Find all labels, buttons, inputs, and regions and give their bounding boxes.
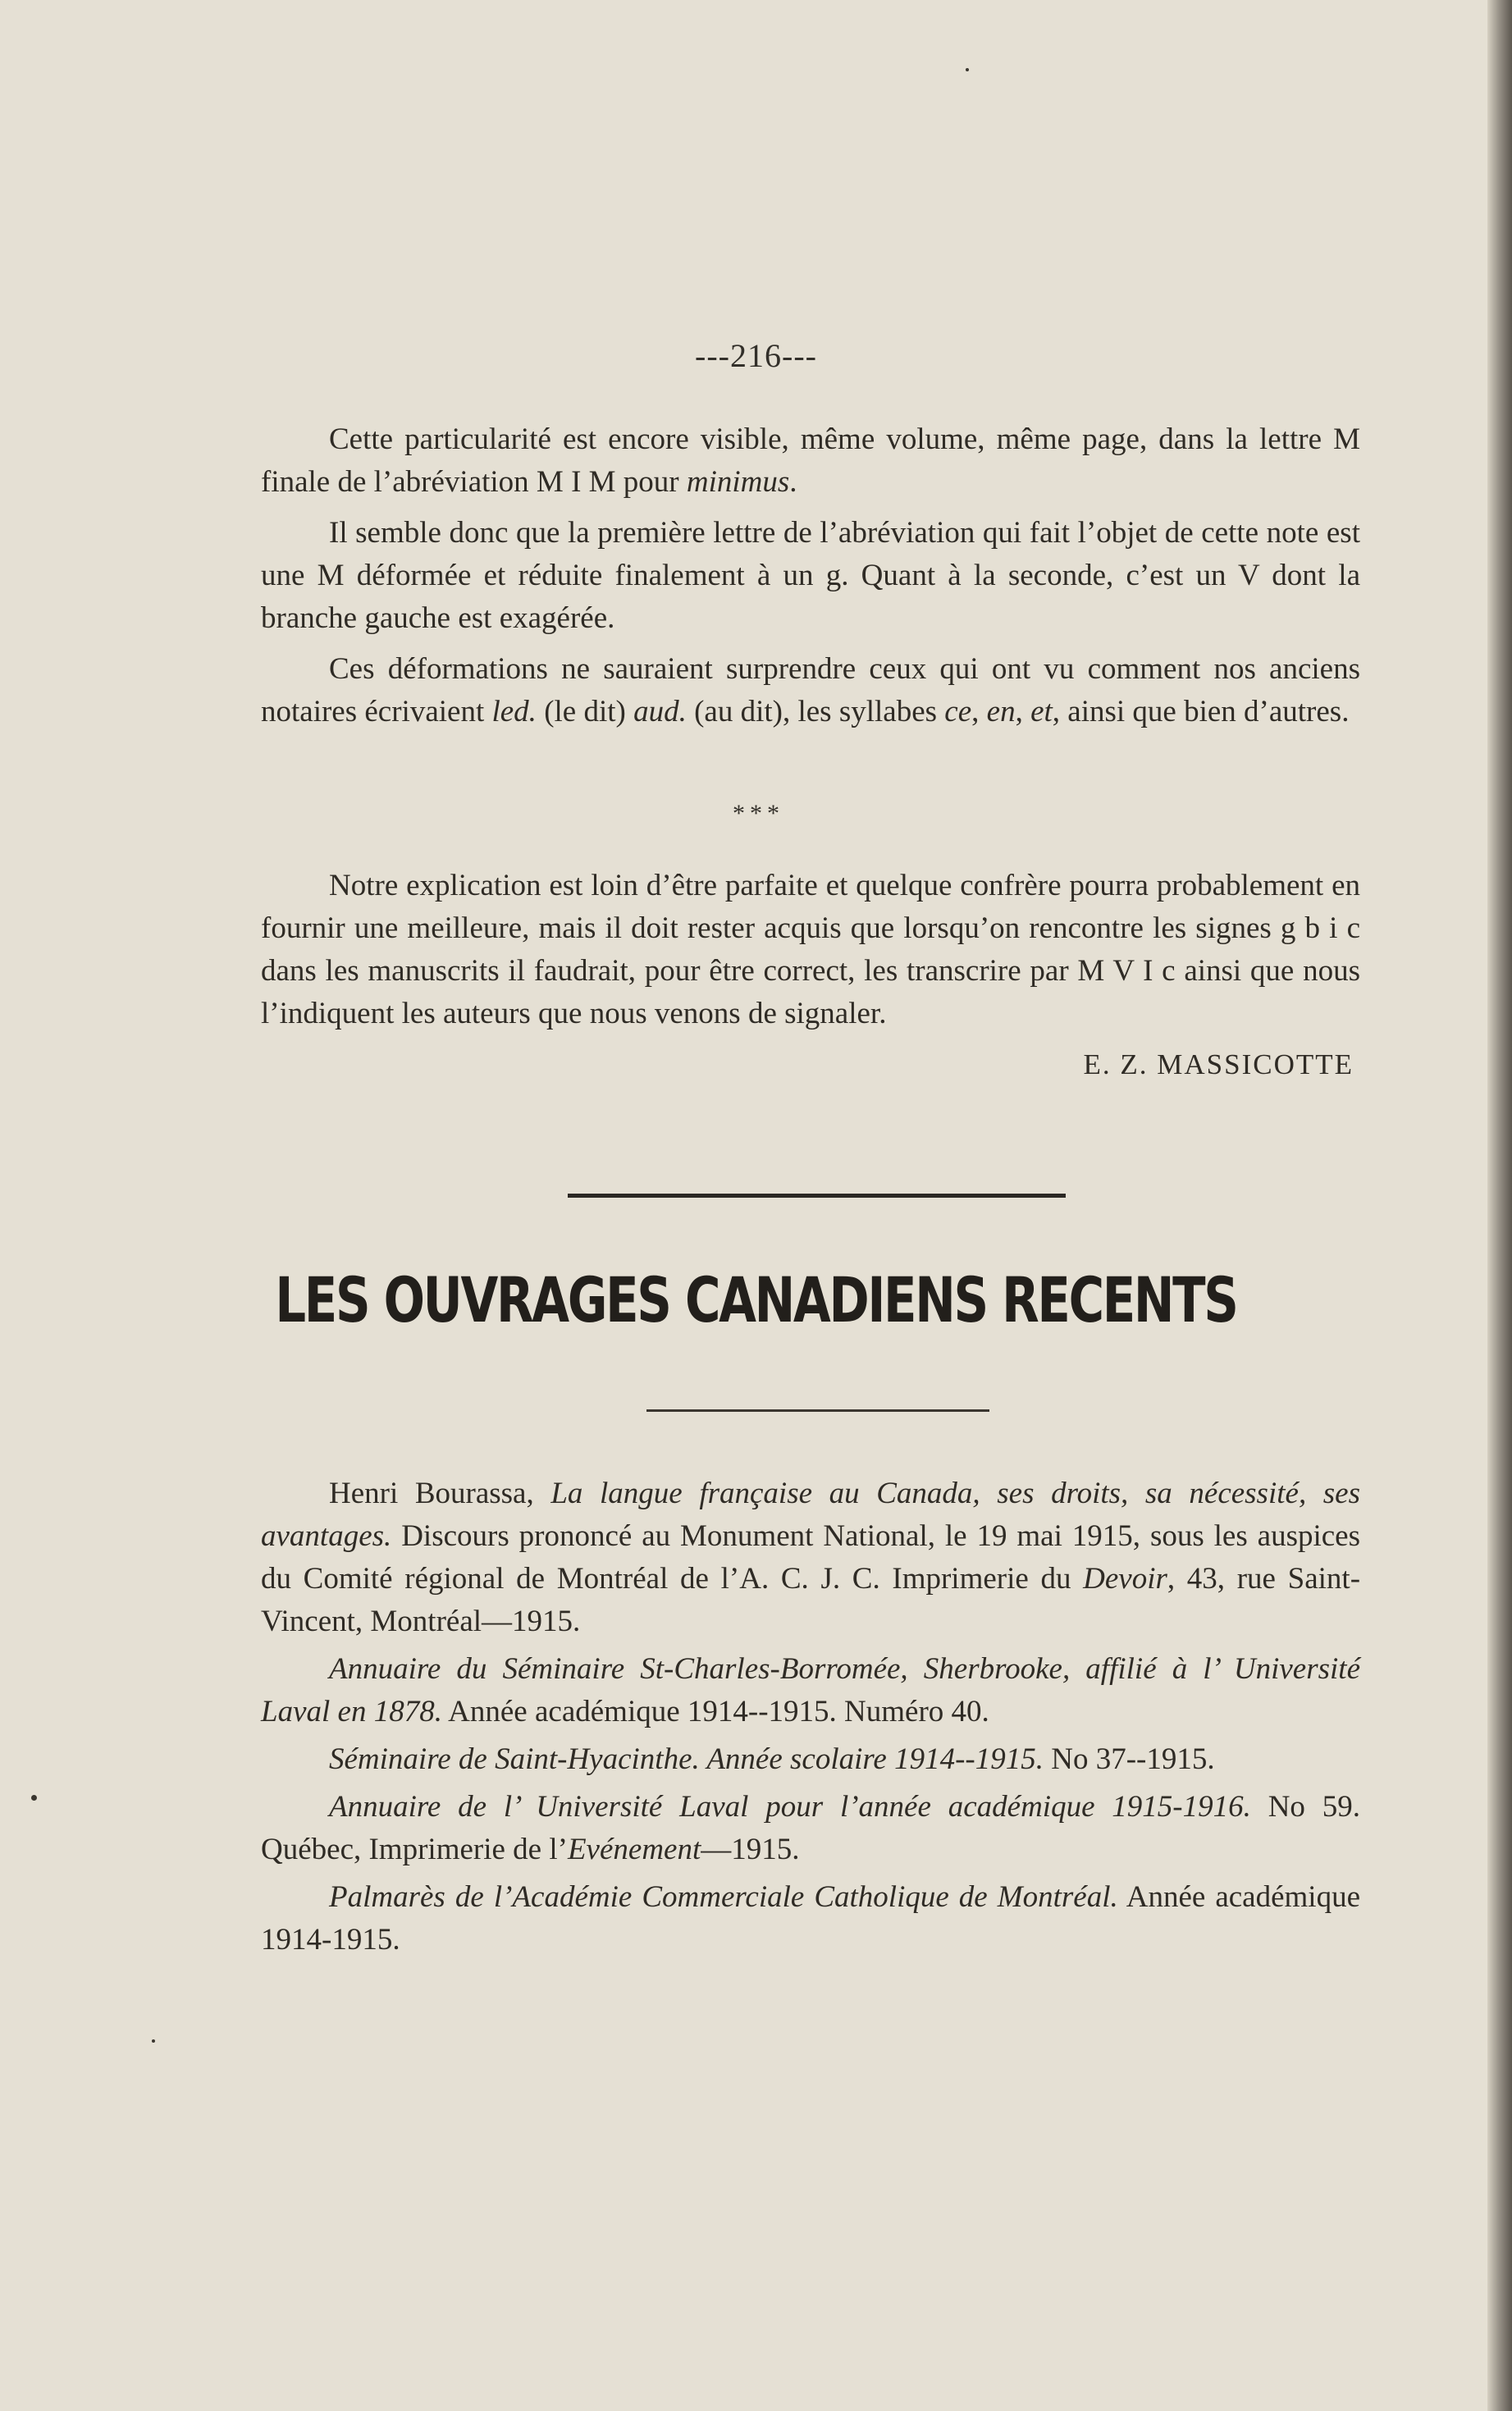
italic-title: et (1030, 695, 1053, 728)
italic-title: led. (491, 695, 537, 728)
bibliography-entry: Henri Bourassa, La langue française au Canada, ses droits, sa nécessité, ses avantages. Discours prononcé au Monument National, le 19 mai 1915, sous les auspices du Comité régional de Montréal de l’A. C. J. C. Imprimerie du Devoir, 43, rue Saint-Vincent, Montréal—1915. (261, 1477, 1361, 1638)
italic-title: Evénement (567, 1833, 701, 1866)
italic-title: minimus (686, 465, 790, 499)
section-title: LES OUVRAGES CANADIENS RECENTS (275, 1263, 1237, 1336)
italic-title: aud. (633, 695, 687, 728)
italic-title: La langue française au Canada, ses droits, sa nécessité, ses avantages. (261, 1477, 1361, 1553)
italic-title: Annuaire de l’ Université Laval pour l’année académique 1915-1916. (329, 1790, 1251, 1824)
bibliography-entry: Annuaire du Séminaire St-Charles-Borromée, Sherbrooke, affilié à l’ Université Laval en 1878. Année académique 1914--1915. Numéro 40. (261, 1652, 1360, 1728)
italic-title: ce (944, 695, 972, 728)
italic-title: Annuaire du Séminaire St-Charles-Borromée, Sherbrooke, affilié à l’ Université Laval en 1878. (261, 1652, 1360, 1728)
bibliography-list (261, 1473, 1360, 1966)
conclusion-paragraph: Notre explication est loin d’être parfaite et quelque confrère pourra probablement en fournir une meilleure, mais il doit rester acquis que lorsqu’on rencontre les signes g b i c dans les manuscrits il faudrait, pour être correct, les transcrire par M V I c ainsi que nous l’indiquent les auteurs que nous venons de signaler. (261, 869, 1360, 1030)
italic-title: Devoir (1083, 1562, 1167, 1596)
note-body (261, 418, 1360, 742)
note-paragraph: Il semble donc que la première lettre de l’abréviation qui fait l’objet de cette note est une M déformée et réduite finalement à un g. Quant à la seconde, c’est un V dont la branche gauche est exagérée. (261, 516, 1360, 635)
ink-speck (31, 1795, 37, 1801)
note-paragraph: Cette particularité est encore visible, même volume, même page, dans la lettre M finale de l’abréviation M I M pour minimus. (261, 422, 1360, 499)
bibliography-entry: Annuaire de l’ Université Laval pour l’année académique 1915-1916. No 59. Québec, Imprimerie de l’Evénement—1915. (261, 1790, 1360, 1866)
ink-speck (966, 68, 969, 71)
note-conclusion (261, 865, 1360, 1094)
author-signature: E. Z. MASSICOTTE (1083, 1048, 1354, 1080)
bibliography-entry: Séminaire de Saint-Hyacinthe. Année scolaire 1914--1915. No 37--1915. (329, 1742, 1215, 1776)
title-underline-rule (646, 1409, 989, 1412)
ink-speck (152, 2039, 155, 2043)
italic-title: Palmarès de l’Académie Commerciale Catholique de Montréal. (329, 1880, 1118, 1914)
bibliography-entry: Palmarès de l’Académie Commerciale Catholique de Montréal. Année académique 1914-1915. (261, 1880, 1361, 1957)
italic-title: Séminaire de Saint-Hyacinthe. Année scolaire 1914--1915. (329, 1742, 1044, 1776)
section-divider-rule (568, 1194, 1066, 1198)
asterism-separator: * * * (732, 800, 779, 827)
italic-title: en (986, 695, 1016, 728)
note-paragraph: Ces déformations ne sauraient surprendre ceux qui ont vu comment nos anciens notaires écrivaient led. (le dit) aud. (au dit), les syllabes ce, en, et, ainsi que bien d’autres. (261, 652, 1360, 728)
page-number: ---216--- (695, 337, 817, 374)
